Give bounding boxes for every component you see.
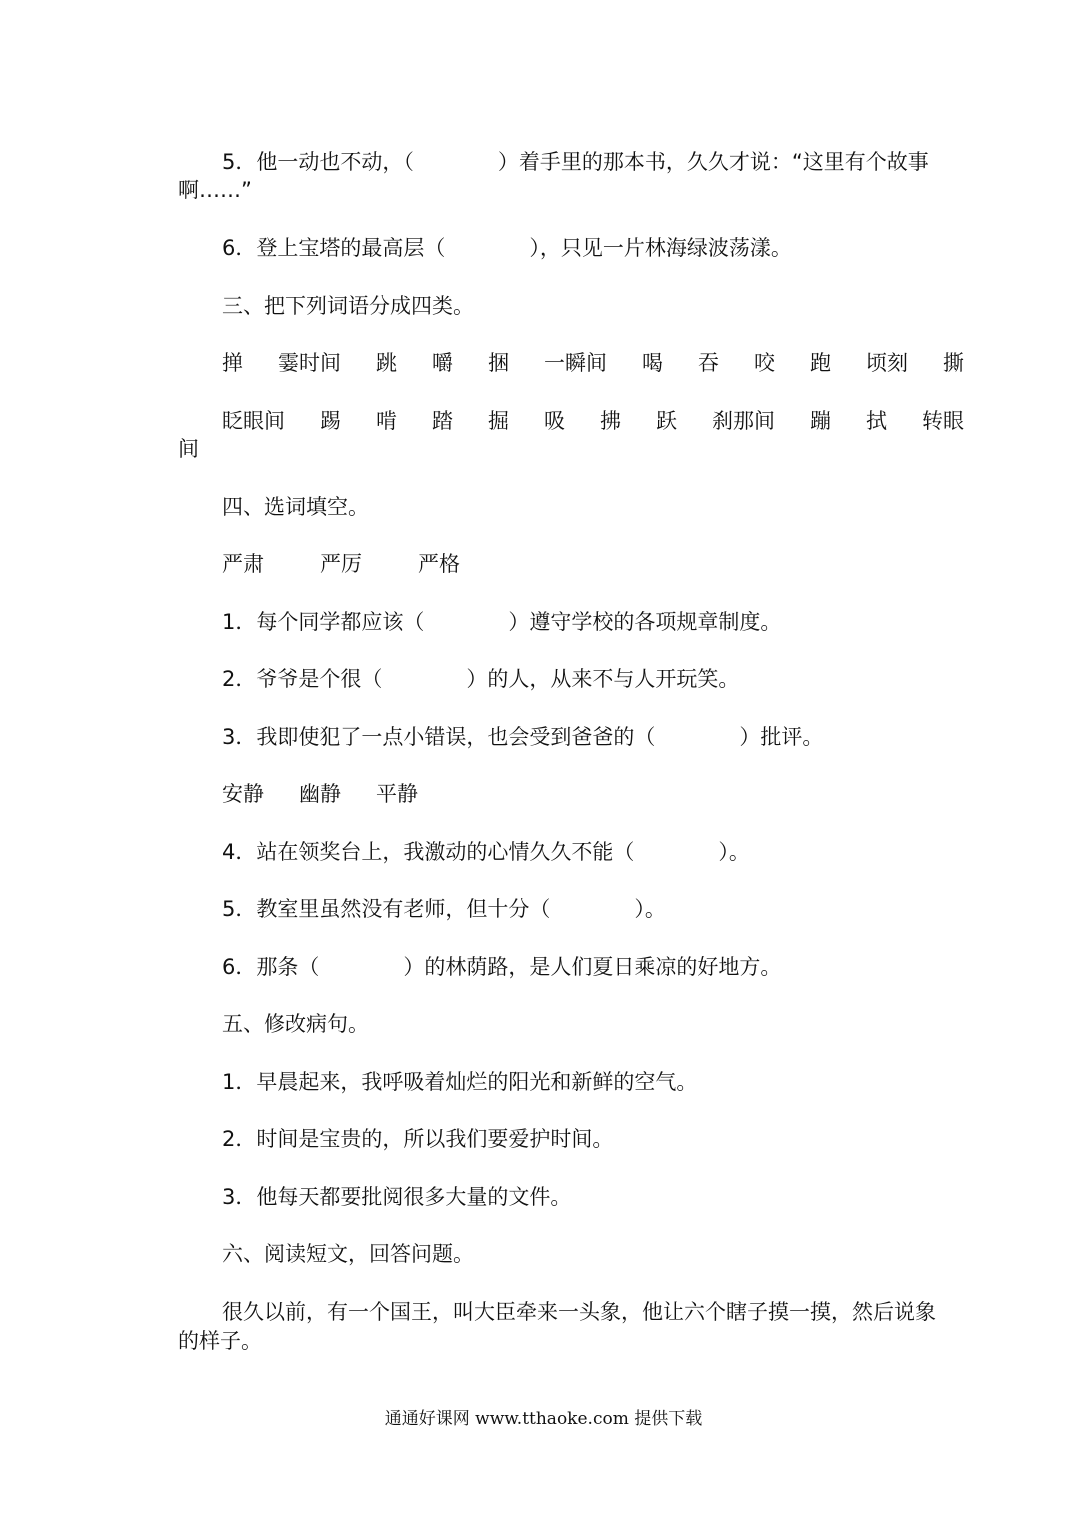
section-4-question-2: 2．爷爷是个很（ ）的人，从来不与人开玩笑。 xyxy=(222,667,740,691)
word: 刹那间 xyxy=(712,409,775,433)
section-4-question-6: 6．那条（ ）的林荫路，是人们夏日乘凉的好地方。 xyxy=(222,955,782,979)
word: 跳 xyxy=(376,351,397,375)
option-word: 严肃 xyxy=(222,552,264,576)
word: 眨眼间 xyxy=(222,409,285,433)
word: 吞 xyxy=(698,351,719,375)
option-word: 安静 xyxy=(222,782,264,806)
word: 拂 xyxy=(600,409,621,433)
section-4-question-3: 3．我即使犯了一点小错误，也会受到爸爸的（ ）批评。 xyxy=(222,725,824,749)
section-4-question-5: 5．教室里虽然没有老师，但十分（ ）。 xyxy=(222,897,666,921)
word: 跃 xyxy=(656,409,677,433)
word: 霎时间 xyxy=(278,351,341,375)
word-options-2 xyxy=(222,780,418,808)
word: 拭 xyxy=(866,409,887,433)
question-5-line-1: 5．他一动也不动，（ ）着手里的那本书，久久才说：“这里有个故事 xyxy=(222,150,929,174)
word: 顷刻 xyxy=(866,351,908,375)
word-options-1 xyxy=(222,550,460,578)
word: 踢 xyxy=(320,409,341,433)
word: 捆 xyxy=(488,351,509,375)
word-row-2 xyxy=(222,407,964,435)
word: 喝 xyxy=(642,351,663,375)
word: 掘 xyxy=(488,409,509,433)
question-6: 6．登上宝塔的最高层（ ），只见一片林海绿波荡漾。 xyxy=(222,236,792,260)
section-5-question-2: 2．时间是宝贵的，所以我们要爱护时间。 xyxy=(222,1127,614,1151)
word-row-2-wrap: 间 xyxy=(178,437,199,461)
section-4-question-1: 1．每个同学都应该（ ）遵守学校的各项规章制度。 xyxy=(222,610,782,634)
section-5-heading: 五、修改病句。 xyxy=(222,1012,369,1036)
word: 咬 xyxy=(754,351,775,375)
word: 嚼 xyxy=(432,351,453,375)
word: 一瞬间 xyxy=(544,351,607,375)
word: 掸 xyxy=(222,351,243,375)
question-5-line-2: 啊……” xyxy=(178,178,252,202)
option-word: 严格 xyxy=(418,552,460,576)
word: 跑 xyxy=(810,351,831,375)
section-6-heading: 六、阅读短文，回答问题。 xyxy=(222,1242,474,1266)
word: 转眼 xyxy=(922,409,964,433)
section-3-heading: 三、把下列词语分成四类。 xyxy=(222,294,474,318)
word: 撕 xyxy=(943,351,964,375)
section-4-heading: 四、选词填空。 xyxy=(222,495,369,519)
story-line-1: 很久以前，有一个国王，叫大臣牵来一头象，他让六个瞎子摸一摸，然后说象 xyxy=(222,1300,936,1324)
page-footer: 通通好课网 www.tthaoke.com 提供下载 xyxy=(384,1409,703,1429)
story-line-2: 的样子。 xyxy=(178,1329,262,1353)
option-word: 幽静 xyxy=(299,782,341,806)
section-4-question-4: 4．站在领奖台上，我激动的心情久久不能（ ）。 xyxy=(222,840,750,864)
section-5-question-1: 1．早晨起来，我呼吸着灿烂的阳光和新鲜的空气。 xyxy=(222,1070,698,1094)
option-word: 平静 xyxy=(376,782,418,806)
word: 蹦 xyxy=(810,409,831,433)
option-word: 严厉 xyxy=(320,552,362,576)
word: 吸 xyxy=(544,409,565,433)
word: 踏 xyxy=(432,409,453,433)
word-row-1 xyxy=(222,349,964,377)
word: 啃 xyxy=(376,409,397,433)
section-5-question-3: 3．他每天都要批阅很多大量的文件。 xyxy=(222,1185,572,1209)
